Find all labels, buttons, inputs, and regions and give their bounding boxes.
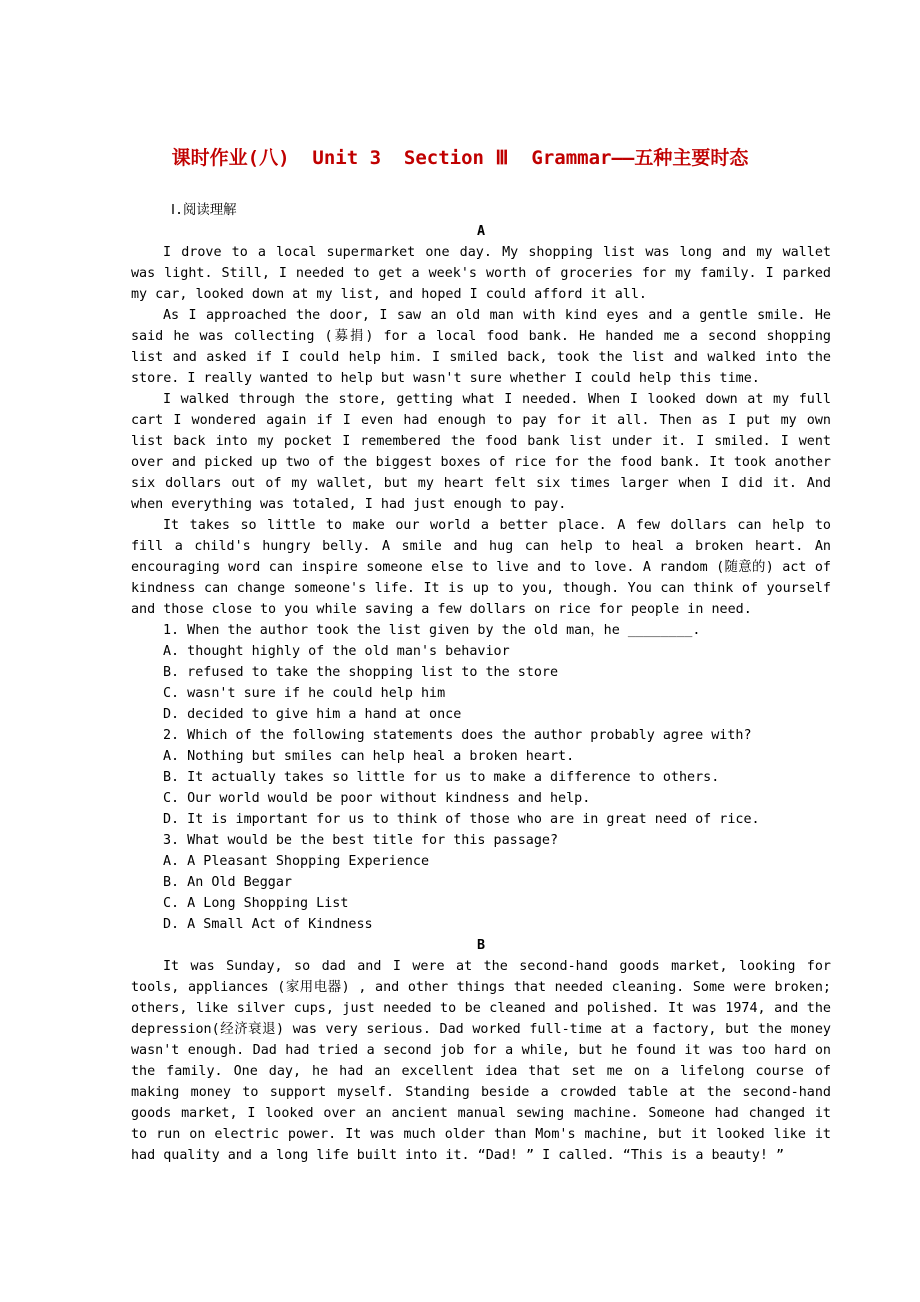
- answer-option: C. wasn't sure if he could help him: [163, 686, 446, 701]
- document-body: [131, 200, 831, 1166]
- section-label: Ⅰ.阅读理解: [171, 203, 237, 218]
- paragraph: As I approached the door, I saw an old man with kind eyes and a gentle smile. He said he was collecting (募捐) for a local food bank. He handed me a second shopping list and asked if I could help him. I smiled back, took the list and walked into the store. I really wanted to help but wasn't sure whether I could help this time.: [131, 308, 831, 386]
- page-title: 课时作业(八) Unit 3 Section Ⅲ Grammar——五种主要时态: [171, 147, 749, 169]
- answer-option: A. Nothing but smiles can help heal a broken heart.: [163, 749, 575, 764]
- answer-option: C. Our world would be poor without kindness and help.: [163, 791, 591, 806]
- answer-option: A. thought highly of the old man's behavior: [163, 644, 510, 659]
- answer-option: A. A Pleasant Shopping Experience: [163, 854, 430, 869]
- answer-option: D. decided to give him a hand at once: [163, 707, 462, 722]
- paragraph: I drove to a local supermarket one day. My shopping list was long and my wallet was light. Still, I needed to get a week's worth of groceries for my family. I parked my car, looked down at my list, and hoped I could afford it all.: [131, 245, 831, 302]
- answer-option: D. It is important for us to think of those who are in great need of rice.: [163, 812, 760, 827]
- answer-option: D. A Small Act of Kindness: [163, 917, 373, 932]
- answer-option: C. A Long Shopping List: [163, 896, 349, 911]
- passage-b-letter: B: [476, 938, 486, 953]
- paragraph: It was Sunday, so dad and I were at the second-hand goods market, looking for tools, appliances (家用电器) , and other things that needed cleaning. Some were broken; others, like silver cups, just needed to be cleaned and polished. It was 1974, and the depression(经济衰退) was very serious. Dad worked full-time at a factory, but the money wasn't enough. Dad had tried a second job for a while, but he found it was too hard on the family. One day, he had an excellent idea that set me on a lifelong course of making money to support myself. Standing beside a crowded table at the second-hand goods market, I looked over an ancient manual sewing machine. Someone had changed it to run on electric power. It was much older than Mom's machine, but it looked like it had quality and a long life built into it. “Dad! ” I called. “This is a beauty! ”: [131, 959, 831, 1163]
- answer-option: B. An Old Beggar: [163, 875, 292, 890]
- question-stem: 2. Which of the following statements does the author probably agree with?: [163, 728, 752, 743]
- question-stem: 3. What would be the best title for this passage?: [163, 833, 559, 848]
- question-stem: 1. When the author took the list given by the old man，he ________.: [163, 623, 701, 638]
- passage-a-letter: A: [476, 224, 486, 239]
- answer-option: B. It actually takes so little for us to make a difference to others.: [163, 770, 720, 785]
- answer-option: B. refused to take the shopping list to the store: [163, 665, 559, 680]
- paragraph: It takes so little to make our world a better place. A few dollars can help to fill a child's hungry belly. A smile and hug can help to heal a broken heart. An encouraging word can inspire someone else to live and to love. A random (随意的) act of kindness can change someone's life. It is up to you, though. You can think of yourself and those close to you while saving a few dollars on rice for people in need.: [131, 518, 831, 617]
- paragraph: I walked through the store, getting what I needed. When I looked down at my full cart I wondered again if I even had enough to pay for it all. Then as I put my own list back into my pocket I remembered the food bank list under it. I smiled. I went over and picked up two of the biggest boxes of rice for the food bank. It took another six dollars out of my wallet, but my heart felt six times larger when I did it. And when everything was totaled, I had just enough to pay.: [131, 392, 831, 512]
